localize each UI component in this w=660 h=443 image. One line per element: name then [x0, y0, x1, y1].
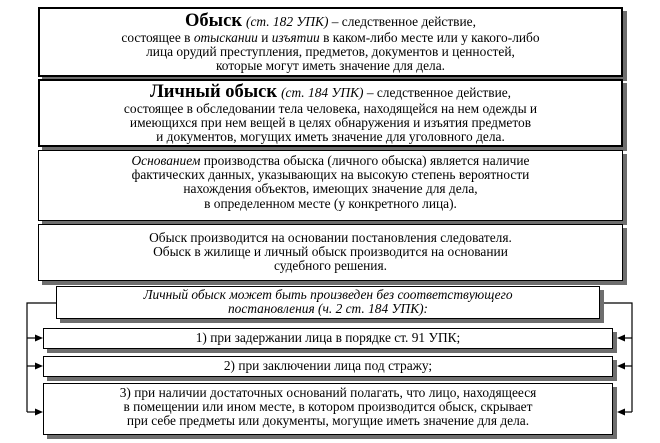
search-term: Обыск [185, 11, 242, 31]
case-concealment-line: при себе предметы или документы, могущие иметь значение для дела. [126, 413, 530, 429]
arrow-left-3 [35, 409, 43, 416]
personal-search-lead: – следственное действие, [363, 85, 512, 100]
authorization-line: Обыск в жилище и личный обыск производится на основании [153, 244, 508, 260]
personal-search-heading [40, 83, 621, 102]
grounds-line: Основанием производства обыска (личного обыска) является наличие [131, 153, 530, 168]
exception-line: постановления (ч. 2 ст. 184 УПК): [227, 301, 429, 317]
grounds-line: фактических данных, указывающих на высокую степень вероятности [131, 167, 530, 183]
arrow-right-1 [617, 335, 625, 342]
authorization-line: Обыск производится на основании постановления следователя. [149, 230, 512, 245]
personal-search-article-ref: (ст. 184 УПК) [281, 85, 364, 100]
case-concealment-box [43, 383, 613, 435]
search-article-ref: (ст. 182 УПК) [246, 14, 329, 29]
personal-search-term: Личный обыск [149, 82, 278, 102]
search-lead: – следственное действие, [328, 14, 476, 29]
search-definition-line: лица орудий преступления, предметов, документов и ценностей, [146, 44, 515, 60]
personal-search-definition-box [38, 79, 623, 147]
search-definition-line: которые могут иметь значение для дела. [215, 58, 446, 74]
authorization-line: судебного решения. [274, 258, 387, 274]
personal-search-line: имеющихся при нем вещей в целях обнаружения и изъятия предметов [129, 115, 532, 131]
case-custody-text: 2) при заключении лица под стражу; [223, 358, 433, 373]
search-definition-line: состоящее в отыскании и изъятии в каком-либо месте или у какого-либо [121, 30, 540, 45]
grounds-line: в определенном месте (у конкретного лица). [204, 195, 457, 211]
case-detention-box [43, 328, 613, 349]
case-concealment-line: в помещении или ином месте, в котором производится обыск, скрывает [123, 399, 533, 415]
personal-search-line: состоящее в обследовании тела человека, находящейся на нем одежды и [123, 101, 538, 116]
search-definition-heading [40, 12, 621, 31]
arrow-right-2 [617, 363, 625, 370]
search-definition-box [38, 7, 623, 77]
no-order-exception-box [56, 286, 600, 319]
case-concealment-line: 3) при наличии достаточных оснований полагать, что лицо, находящееся [119, 385, 537, 400]
grounds-line: нахождения объектов, имеющих значение для дела, [183, 181, 478, 197]
exception-line: Личный обыск может быть произведен без соответствующего [143, 287, 513, 302]
search-authorization-box [38, 224, 623, 281]
personal-search-line: и документов, могущих иметь значение для уголовного дела. [156, 129, 505, 145]
case-custody-box [43, 356, 613, 377]
case-detention-text: 1) при задержании лица в порядке ст. 91 УПК; [195, 330, 461, 345]
arrow-right-3 [617, 409, 625, 416]
arrow-left-1 [35, 335, 43, 342]
search-grounds-box [38, 150, 623, 221]
arrow-left-2 [35, 363, 43, 370]
